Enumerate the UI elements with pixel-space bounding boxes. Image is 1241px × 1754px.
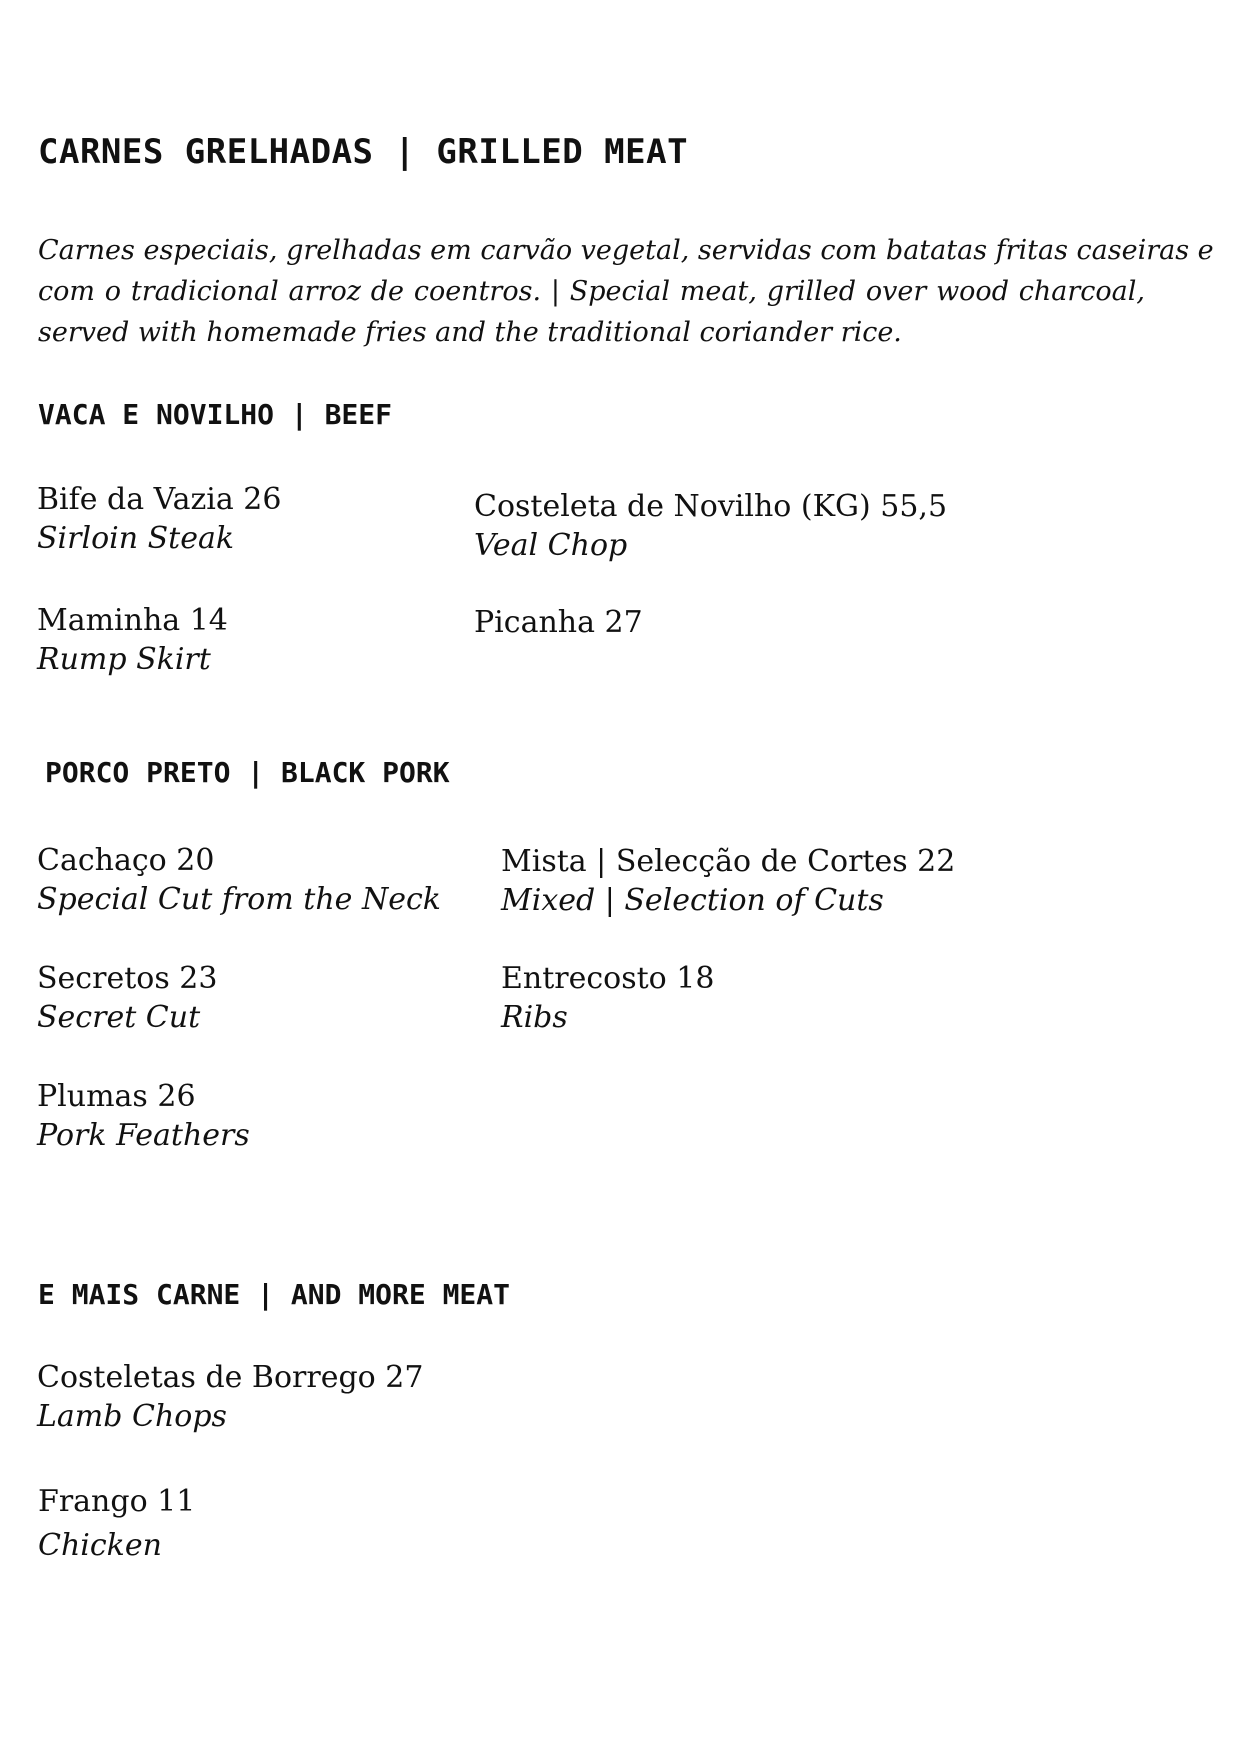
item-name: Bife da Vazia 26 — [37, 482, 282, 517]
item-translation: Veal Chop — [474, 528, 628, 563]
section-heading-beef: VACA E NOVILHO | BEEF — [38, 398, 393, 431]
page-title: CARNES GRELHADAS | GRILLED MEAT — [38, 132, 689, 172]
item-translation: Mixed | Selection of Cuts — [501, 883, 884, 918]
menu-item — [37, 601, 228, 679]
menu-item — [474, 487, 947, 565]
section-heading-more-meat: E MAIS CARNE | AND MORE MEAT — [38, 1278, 511, 1311]
intro-line: Carnes especiais, grelhadas em carvão vegetal, servidas com batatas fritas caseiras e — [38, 235, 1214, 266]
section-heading-black-pork: PORCO PRETO | BLACK PORK — [45, 756, 450, 789]
item-translation: Pork Feathers — [37, 1118, 250, 1153]
menu-item — [501, 842, 955, 920]
item-name: Maminha 14 — [37, 603, 228, 638]
menu-item — [474, 603, 643, 642]
intro-text — [38, 230, 1214, 353]
item-translation: Special Cut from the Neck — [37, 882, 441, 917]
menu-item — [37, 1077, 250, 1155]
item-name: Secretos 23 — [37, 961, 218, 996]
item-name: Picanha 27 — [474, 605, 643, 640]
item-name: Mista | Selecção de Cortes 22 — [501, 844, 956, 879]
intro-line: com o tradicional arroz de coentros. | Special meat, grilled over wood charcoal, — [38, 276, 1145, 307]
item-name: Costeletas de Borrego 27 — [37, 1360, 424, 1395]
menu-item — [37, 480, 281, 558]
item-translation: Rump Skirt — [37, 642, 211, 677]
item-name: Cachaço 20 — [37, 843, 215, 878]
menu-item — [501, 959, 714, 1037]
menu-item — [37, 959, 217, 1037]
item-name: Frango 11 — [38, 1484, 196, 1519]
item-name: Entrecosto 18 — [501, 961, 715, 996]
intro-line: served with homemade fries and the traditional coriander rice. — [38, 317, 902, 348]
item-translation: Secret Cut — [37, 1000, 201, 1035]
menu-item — [38, 1482, 195, 1565]
menu-item — [37, 1358, 423, 1436]
item-translation: Lamb Chops — [37, 1399, 227, 1434]
item-translation: Chicken — [38, 1528, 162, 1563]
menu-item — [37, 841, 441, 919]
item-translation: Ribs — [501, 1000, 568, 1035]
item-name: Costeleta de Novilho (KG) 55,5 — [474, 489, 948, 524]
item-translation: Sirloin Steak — [37, 521, 235, 556]
item-name: Plumas 26 — [37, 1079, 196, 1114]
